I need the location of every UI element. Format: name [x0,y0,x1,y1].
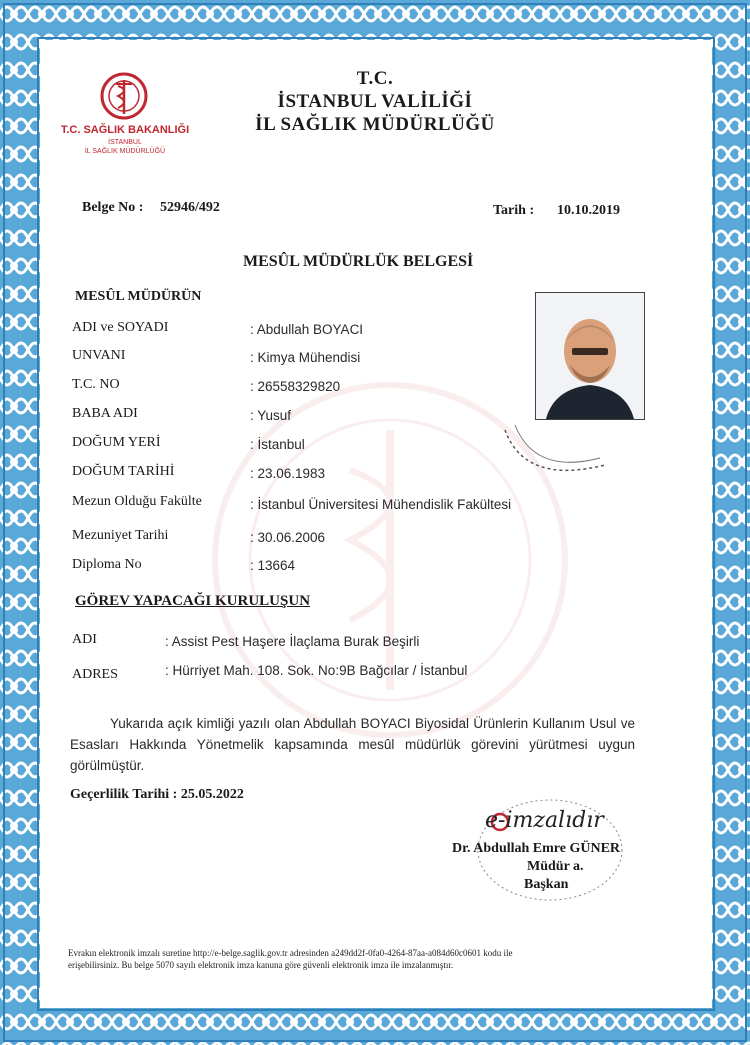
footer-note [68,947,628,971]
field-value-birthdate: : 23.06.1983 [250,466,326,481]
field-label-birthdate: DOĞUM TARİHİ [72,464,175,479]
footer-line-2: erişebilirsiniz. Bu belge 5070 sayılı elektronik imza kanuna göre güvenli elektronik imza ile imzalanmıştır. [68,960,454,970]
field-value-birthplace: : İstanbul [250,437,305,452]
signer-name: Dr. Abdullah Emre GÜNER [452,841,621,856]
company-label-name: ADI [72,632,97,647]
field-label-faculty: Mezun Olduğu Fakülte [72,494,202,509]
field-label-diploma: Diploma No [72,557,142,572]
field-value-title: : Kimya Mühendisi [250,350,361,365]
document-date-label: Tarih : [493,203,535,218]
footer-line-1: Evrakın elektronik imzalı suretine http://e-belge.saglik.gov.tr adresinden a249dd2f-0fa0-4264-87aa-a084d60c0601 kodu ile [68,948,513,958]
header-directorate: İL SAĞLIK MÜDÜRLÜĞÜ [255,114,495,135]
validity-date: Geçerlilik Tarihi : 25.05.2022 [70,787,244,802]
header-governorship: İSTANBUL VALİLİĞİ [277,91,473,112]
ministry-city: İSTANBUL [108,139,142,146]
field-value-faculty: : İstanbul Üniversitesi Mühendislik Fakültesi [250,497,512,512]
field-label-name: ADI ve SOYADI [72,320,169,335]
document-title: MESÛL MÜDÜRLÜK BELGESİ [243,253,474,270]
company-value-address: : Hürriyet Mah. 108. Sok. No:9B Bağcılar / İstanbul [165,663,468,678]
field-value-father: : Yusuf [250,408,292,423]
document-number-value: 52946/492 [160,200,220,215]
ministry-directorate: İL SAĞLIK MÜDÜRLÜĞÜ [84,148,166,155]
field-label-title: UNVANI [72,348,126,363]
signer-role: Başkan [524,877,569,892]
field-label-birthplace: DOĞUM YERİ [72,435,161,450]
document-number-label: Belge No : [82,200,144,215]
manager-section-title: MESÛL MÜDÜRÜN [75,289,202,304]
field-value-diploma: : 13664 [250,558,296,573]
ministry-name: T.C. SAĞLIK BAKANLIĞI [60,124,190,136]
e-signature-text: e-imzalıdır [485,808,604,833]
field-value-graduation: : 30.06.2006 [250,530,326,545]
company-value-name: : Assist Pest Haşere İlaçlama Burak Beşirli [165,634,420,649]
field-label-tc-no: T.C. NO [72,377,120,392]
field-label-graduation: Mezuniyet Tarihi [72,528,169,543]
field-value-tc-no: : 26558329820 [250,379,341,394]
company-label-address: ADRES [72,667,118,682]
field-value-name: : Abdullah BOYACI [250,322,364,337]
document-date-value: 10.10.2019 [557,203,620,218]
header-tc: T.C. [356,68,394,89]
field-label-father: BABA ADI [72,406,138,421]
company-section-title: GÖREV YAPACAĞI KURULUŞUN [75,593,311,609]
signer-title: Müdür a. [527,859,584,874]
stamp-icon [495,380,625,490]
approval-paragraph: Yukarıda açık kimliği yazılı olan Abdullah BOYACI Biyosidal Ürünlerin Kullanım Usul ve Esasları Hakkında Yönetmelik kapsamında mesûl müdürlük görevini yürütmesi uygun görülmüştür. [70,716,635,773]
